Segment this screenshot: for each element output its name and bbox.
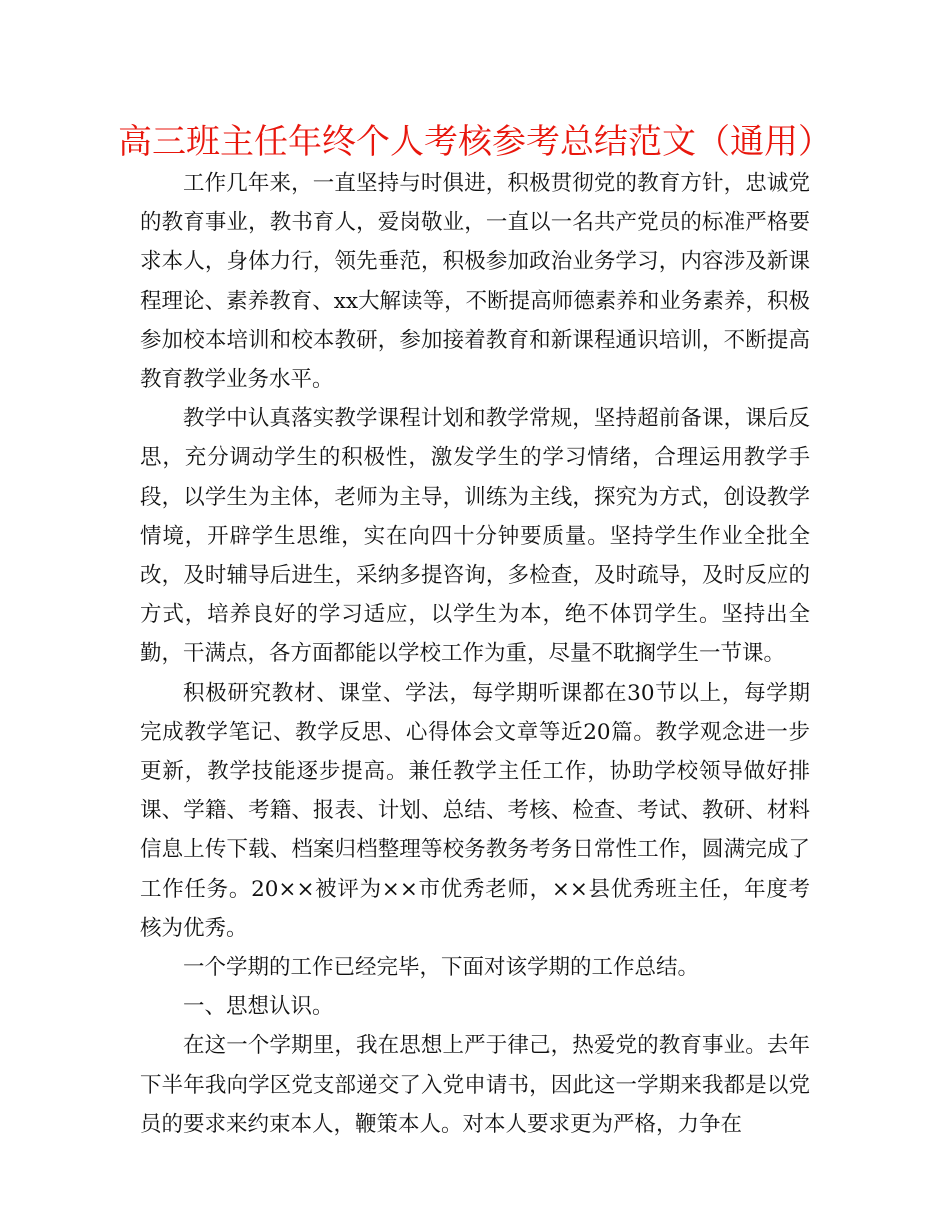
paragraph-teaching: 教学中认真落实教学课程计划和教学常规，坚持超前备课，课后反思，充分调动学生的积极性，激发学生的学习情绪，合理运用教学手段，以学生为主体，老师为主导，训练为主线，探究为方式，创设教学情境，开辟学生思维，实在向四十分钟要质量。坚持学生作业全批全改，及时辅导后进生，采纳多提咨询，多检查，及时疏导，及时反应的方式，培养良好的学习适应，以学生为本，绝不体罚学生。坚持出全勤，干满点，各方面都能以学校工作为重，尽量不耽搁学生一节课。 xyxy=(140,406,810,667)
document-title: 高三班主任年终个人考核参考总结范文（通用） xyxy=(118,122,832,162)
paragraph-intro: 工作几年来，一直坚持与时俱进，积极贯彻党的教育方针，忠诚党的教育事业，教书育人，爱岗敬业，一直以一名共产党员的标准严格要求本人，身体力行，领先垂范，积极参加政治业务学习，内容涉及新课程理论、素养教育、xx大解读等，不断提高师德素养和业务素养，积极参加校本培训和校本教研，参加接着教育和新课程通识培训，不断提高教育教学业务水平。 xyxy=(140,171,810,393)
section-heading-thought: 一、思想认识。 xyxy=(183,994,334,1020)
paragraph-transition: 一个学期的工作已经完毕，下面对该学期的工作总结。 xyxy=(183,955,700,981)
paragraph-thought: 在这一个学期里，我在思想上严于律己，热爱党的教育事业。去年下半年我向学区党支部递交了入党申请书，因此这一学期来我都是以党员的要求来约束本人，鞭策本人。对本人要求更为严格，力争在 xyxy=(140,1033,810,1137)
document-body xyxy=(140,164,810,1144)
paragraph-research: 积极研究教材、课堂、学法，每学期听课都在30节以上，每学期完成教学笔记、教学反思、心得体会文章等近20篇。教学观念进一步更新，教学技能逐步提高。兼任教学主任工作，协助学校领导做好排课、学籍、考籍、报表、计划、总结、考核、检查、考试、教研、材料信息上传下载、档案归档整理等校务教务考务日常性工作，圆满完成了工作任务。20××被评为××市优秀老师，××县优秀班主任，年度考核为优秀。 xyxy=(140,680,810,941)
